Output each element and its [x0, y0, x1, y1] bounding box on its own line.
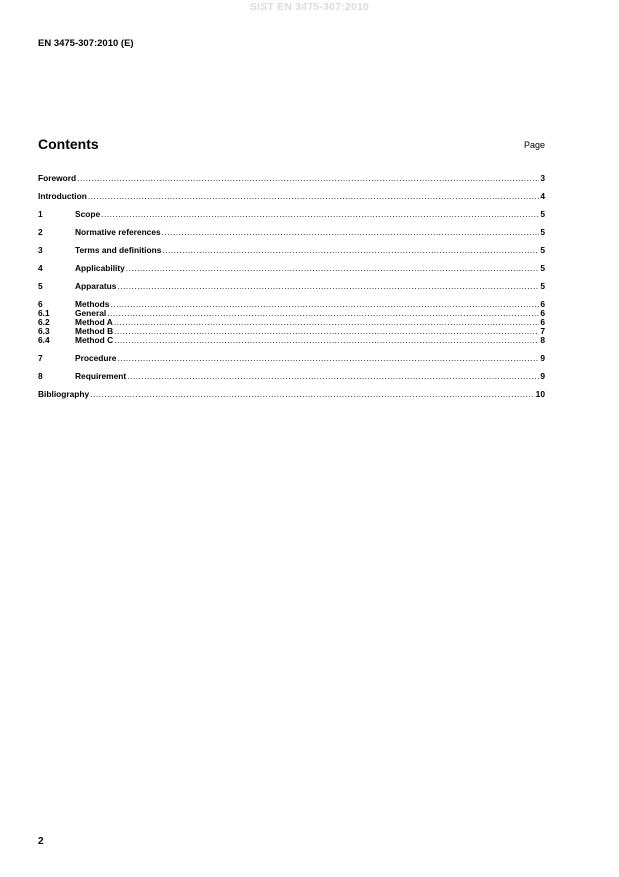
toc-entry-method-b[interactable]	[38, 327, 545, 336]
toc-entry-number: 6.3	[38, 326, 50, 336]
toc-entry-page: 6	[540, 317, 545, 327]
dot-leader	[114, 318, 539, 327]
dot-leader	[117, 354, 539, 363]
toc-entry-number: 5	[38, 281, 43, 291]
toc-entry-page: 7	[540, 326, 545, 336]
toc-entry-page: 4	[540, 191, 545, 201]
watermark: SIST EN 3475-307:2010	[249, 1, 370, 13]
toc-entry-number: 8	[38, 371, 43, 381]
dot-leader	[126, 264, 540, 273]
toc-entry-page: 3	[540, 173, 545, 183]
toc-entry-method-a[interactable]	[38, 318, 545, 327]
toc-entry-title: Method C	[75, 335, 114, 345]
dot-leader	[77, 174, 539, 183]
toc-entry-title: Bibliography	[38, 389, 90, 399]
dot-leader	[110, 300, 539, 309]
toc-entry-number: 4	[38, 263, 43, 273]
toc-entry-requirement[interactable]	[38, 372, 545, 381]
dot-leader	[88, 192, 539, 201]
toc-entry-number: 7	[38, 353, 43, 363]
toc-entry-terms-and-definitions[interactable]	[38, 246, 545, 255]
toc-entry-number: 6.4	[38, 335, 50, 345]
toc-entry-applicability[interactable]	[38, 264, 545, 273]
toc-entry-introduction[interactable]	[38, 192, 545, 201]
dot-leader	[114, 336, 539, 345]
toc-entry-page: 6	[540, 299, 545, 309]
toc-entry-page: 5	[540, 281, 545, 291]
toc-entry-number: 6	[38, 299, 43, 309]
dot-leader	[107, 309, 539, 318]
page-number: 2	[38, 836, 44, 847]
toc-entry-methods[interactable]	[38, 300, 545, 309]
page-column-heading: Page	[523, 140, 545, 150]
toc-entry-title: Requirement	[75, 371, 127, 381]
dot-leader	[162, 246, 539, 255]
toc-entry-apparatus[interactable]	[38, 282, 545, 291]
toc-entry-number: 6.2	[38, 317, 50, 327]
dot-leader	[162, 228, 540, 237]
toc-entry-scope[interactable]	[38, 210, 545, 219]
toc-entry-title: Terms and definitions	[75, 245, 162, 255]
document-identifier: EN 3475-307:2010 (E)	[38, 38, 134, 49]
toc-entry-title: General	[75, 308, 107, 318]
toc-entry-title: Introduction	[38, 191, 87, 201]
toc-entry-page: 6	[540, 308, 545, 318]
toc-entry-page: 5	[540, 245, 545, 255]
toc-entry-page: 10	[535, 389, 545, 399]
dot-leader	[117, 282, 539, 291]
toc-entry-bibliography[interactable]	[38, 390, 545, 399]
toc-entry-page: 5	[540, 227, 545, 237]
toc-entry-title: Method B	[75, 326, 114, 336]
toc-entry-page: 9	[540, 353, 545, 363]
contents-heading: Contents	[38, 136, 99, 152]
dot-leader	[114, 327, 539, 336]
toc-entry-method-c[interactable]	[38, 336, 545, 345]
table-of-contents	[38, 174, 545, 399]
toc-entry-title: Procedure	[75, 353, 117, 363]
dot-leader	[90, 390, 534, 399]
toc-entry-general[interactable]	[38, 309, 545, 318]
dot-leader	[101, 210, 539, 219]
toc-entry-title: Apparatus	[75, 281, 117, 291]
toc-entry-page: 5	[540, 263, 545, 273]
toc-entry-title: Applicability	[75, 263, 125, 273]
toc-entry-number: 2	[38, 227, 43, 237]
toc-entry-title: Method A	[75, 317, 113, 327]
toc-entry-procedure[interactable]	[38, 354, 545, 363]
toc-entry-page: 9	[540, 371, 545, 381]
toc-entry-title: Foreword	[38, 173, 77, 183]
toc-entry-title: Scope	[75, 209, 101, 219]
toc-entry-foreword[interactable]	[38, 174, 545, 183]
toc-entry-normative-references[interactable]	[38, 228, 545, 237]
toc-entry-title: Methods	[75, 299, 110, 309]
toc-entry-title: Normative references	[75, 227, 161, 237]
toc-entry-number: 3	[38, 245, 43, 255]
dot-leader	[127, 372, 539, 381]
toc-entry-page: 8	[540, 335, 545, 345]
toc-entry-number: 6.1	[38, 308, 50, 318]
toc-entry-number: 1	[38, 209, 43, 219]
toc-entry-page: 5	[540, 209, 545, 219]
